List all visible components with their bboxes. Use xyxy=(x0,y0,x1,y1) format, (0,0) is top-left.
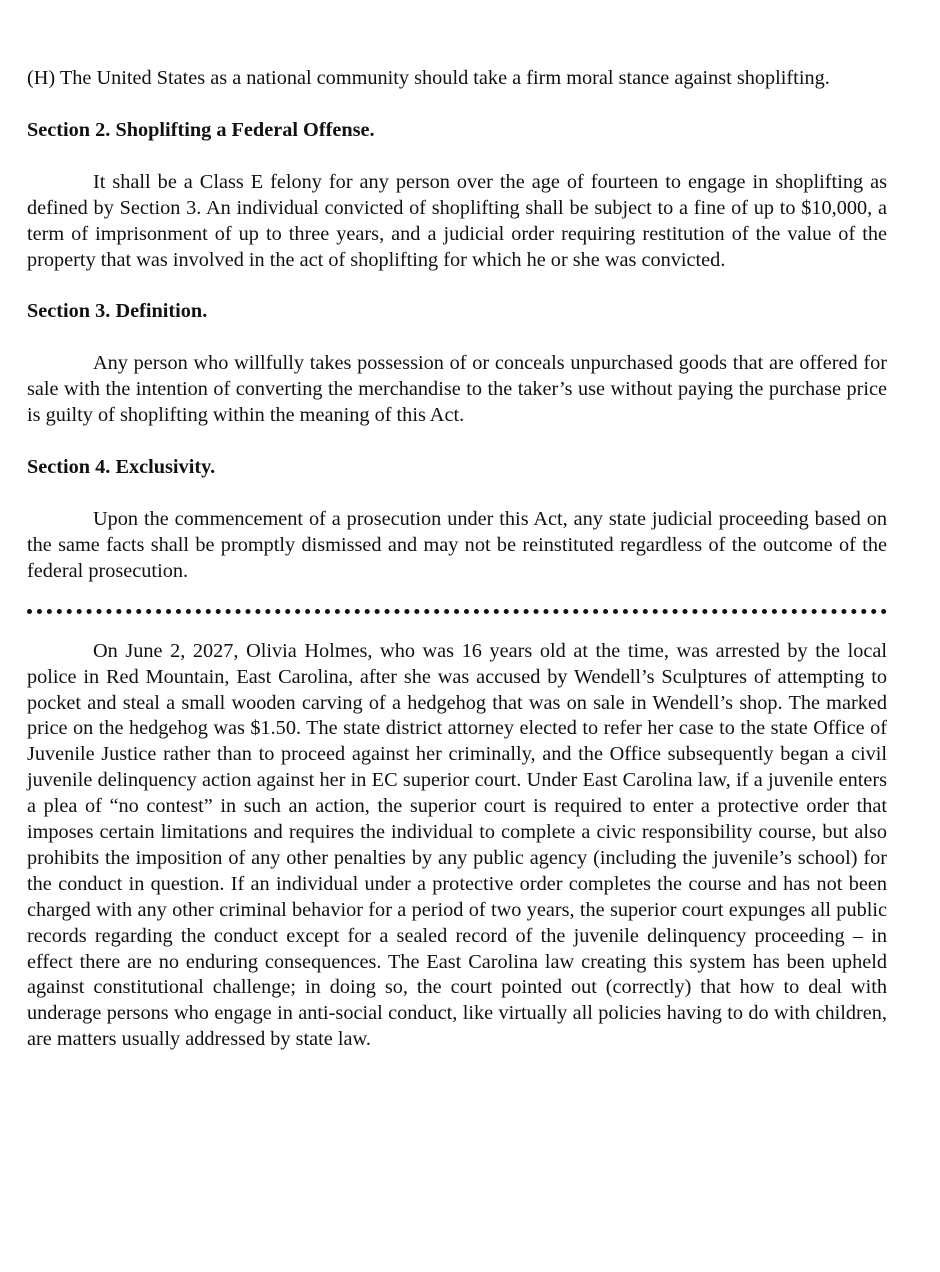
section-4-heading: Section 4. Exclusivity. xyxy=(27,456,216,479)
section-3-heading: Section 3. Definition. xyxy=(27,300,208,323)
section-3-body: Any person who willfully takes possession of or conceals unpurchased goods that are offered for sale with the intention of converting the merchandise to the taker’s use without paying the purchase price is guilty of shoplifting within the meaning of this Act. xyxy=(27,352,887,427)
section-2-heading: Section 2. Shoplifting a Federal Offense. xyxy=(27,118,375,141)
facts-paragraph: On June 2, 2027, Olivia Holmes, who was 16 years old at the time, was arrested by the local police in Red Mountain, East Carolina, after she was accused by Wendell’s Sculptures of attempting to pocket and steal a small wooden carving of a hedgehog that was on sale in Wendell’s shop. The marked price on the hedgehog was $1.50. The state district attorney elected to refer her case to the state Office of Juvenile Justice rather than to proceed against her criminally, and the Office subsequently began a civil juvenile delinquency action against her in EC superior court. Under East Carolina law, if a juvenile enters a plea of “no contest” in such an action, the superior court is required to enter a protective order that imposes certain limitations and requires the individual to complete a civic responsibility course, but also prohibits the imposition of any other penalties by any public agency (including the juvenile’s school) for the conduct in question. If an individual under a protective order completes the course and has not been charged with any other criminal behavior for a period of two years, the superior court expunges all public records regarding the conduct except for a sealed record of the juvenile delinquency proceeding – in effect there are no enduring consequences. The East Carolina law creating this system has been upheld against constitutional challenge; in doing so, the court pointed out (correctly) that how to deal with underage persons who engage in anti-social conduct, like virtually all policies having to do with children, are matters usually addressed by state law. xyxy=(27,639,887,1051)
section-4-body: Upon the commencement of a prosecution under this Act, any state judicial proceeding based on the same facts shall be promptly dismissed and may not be reinstituted regardless of the outcome of the federal prosecution. xyxy=(27,507,887,582)
document-page xyxy=(27,66,887,1053)
section-2-body: It shall be a Class E felony for any person over the age of fourteen to engage in shoplifting as defined by Section 3. An individual convicted of shoplifting shall be subject to a fine of up to $10,000, a term of imprisonment of up to three years, and a judicial order requiring restitution of the value of the property that was involved in the act of shoplifting for which he or she was convicted. xyxy=(27,170,887,271)
clause-h: (H) The United States as a national community should take a firm moral stance against shoplifting. xyxy=(27,67,830,89)
